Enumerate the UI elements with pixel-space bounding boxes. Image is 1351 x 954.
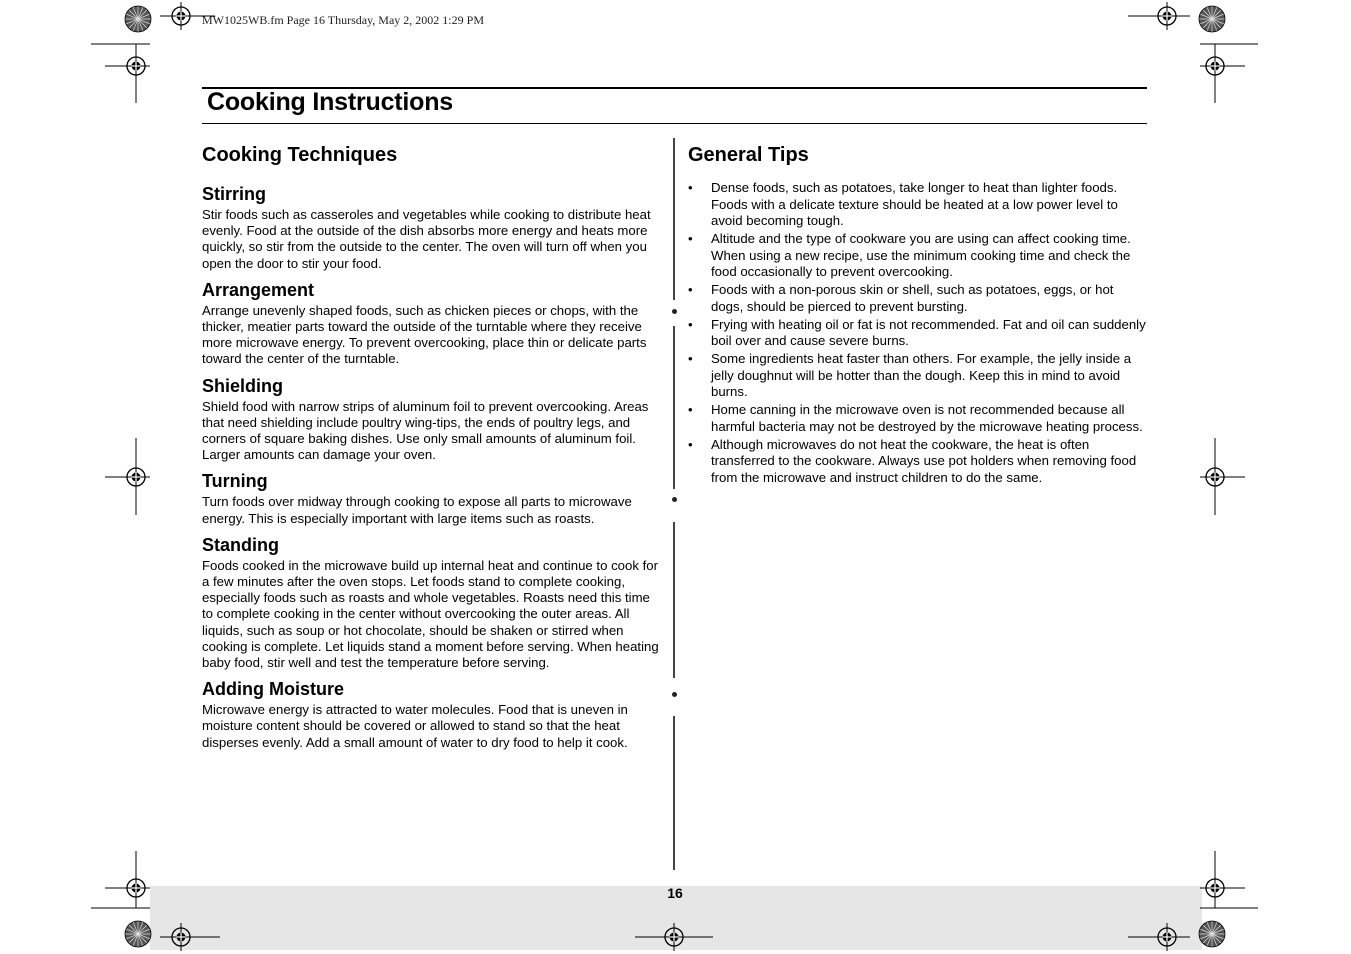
tip-text: Foods with a non-porous skin or shell, such as potatoes, eggs, or hot dogs, should be pierced to prevent bursting. bbox=[711, 282, 1114, 314]
technique-title: Arrangement bbox=[202, 279, 315, 300]
file-info-slug: MW1025WB.fm Page 16 Thursday, May 2, 2002 1:29 PM bbox=[202, 13, 484, 27]
technique-title: Adding Moisture bbox=[202, 679, 344, 700]
registration-mark-icon bbox=[1200, 438, 1245, 515]
tip-text: Frying with heating oil or fat is not recommended. Fat and oil can suddenly boil over and cause severe burns. bbox=[711, 316, 1146, 348]
registration-mark-icon bbox=[1128, 2, 1190, 30]
technique-adding-moisture bbox=[202, 677, 660, 751]
list-item bbox=[688, 317, 1148, 350]
bullet-icon: • bbox=[688, 316, 693, 332]
divider-dot bbox=[672, 309, 677, 314]
technique-body: Turn foods over midway through cooking to expose all parts to microwave energy. This is especially important with large items such as roasts. bbox=[202, 494, 632, 526]
bullet-icon: • bbox=[688, 351, 693, 366]
technique-stirring bbox=[202, 182, 660, 272]
technique-title: Standing bbox=[202, 534, 279, 555]
general-tips-column bbox=[688, 141, 1148, 488]
page-number: 16 bbox=[667, 885, 683, 901]
column-divider bbox=[673, 522, 675, 678]
bullet-icon: • bbox=[688, 231, 693, 246]
list-item bbox=[688, 180, 1148, 230]
tip-text: Home canning in the microwave oven is not recommended because all harmful bacteria may not be destroyed by the microwave heating process. bbox=[711, 402, 1143, 434]
technique-title: Stirring bbox=[202, 184, 267, 204]
tips-list bbox=[688, 180, 1148, 486]
technique-body: Shield food with narrow strips of aluminum foil to prevent overcooking. Areas that need shielding include poultry wing-tips, the ends of poultry legs, and corners of square baking dishes. Use only small amounts of aluminum foil. Larger amounts can damage your oven. bbox=[202, 398, 649, 463]
technique-arrangement bbox=[202, 278, 660, 368]
technique-shielding bbox=[202, 374, 660, 464]
technique-body: Arrange unevenly shaped foods, such as chicken pieces or chops, with the thicker, meatier parts toward the outside of the turntable where they receive more microwave energy. To prevent overcooking, place thin or delicate parts toward the center of the turntable. bbox=[202, 302, 647, 367]
registration-mark-icon bbox=[91, 851, 150, 908]
registration-mark-icon bbox=[160, 923, 220, 951]
registration-mark-icon bbox=[91, 44, 150, 103]
bullet-icon: • bbox=[688, 436, 693, 452]
technique-body: Stir foods such as casseroles and vegetables while cooking to distribute heat evenly. Food at the outside of the dish absorbs more energy and heats more quickly, so stir from the outside to the center. The oven will turn off when you open the door to stir your food. bbox=[202, 207, 651, 271]
divider-dot bbox=[672, 692, 677, 697]
bullet-icon: • bbox=[688, 282, 693, 297]
registration-mark-icon bbox=[105, 438, 150, 515]
technique-body: Microwave energy is attracted to water molecules. Food that is uneven in moisture content should be covered or allowed to stand so that the heat disperses evenly. Add a small amount of water to dry food to help it cook. bbox=[202, 702, 628, 750]
column-divider bbox=[673, 716, 675, 870]
tip-text: Dense foods, such as potatoes, take longer to heat than lighter foods. Foods with a delicate texture should be heated at a low power level to avoid becoming tough. bbox=[711, 180, 1118, 228]
registration-mark-icon bbox=[1199, 6, 1225, 32]
column-divider bbox=[673, 138, 675, 300]
technique-standing bbox=[202, 533, 660, 671]
registration-mark-icon bbox=[1199, 921, 1225, 947]
technique-turning bbox=[202, 469, 660, 526]
cooking-techniques-column bbox=[202, 141, 660, 757]
registration-mark-icon bbox=[1200, 851, 1258, 908]
registration-mark-icon bbox=[635, 923, 713, 951]
divider-dot bbox=[672, 497, 677, 502]
section-heading: General Tips bbox=[688, 144, 809, 166]
tip-text: Altitude and the type of cookware you are using can affect cooking time. When using a new recipe, use the minimum cooking time and check the food occasionally to prevent overcooking. bbox=[711, 231, 1131, 279]
bullet-icon: • bbox=[688, 180, 693, 195]
tip-text: Although microwaves do not heat the cookware, the heat is often transferred to the cookware. Always use pot holders when removing food from the microwave and instruct children to do the same. bbox=[711, 436, 1137, 485]
list-item bbox=[688, 402, 1148, 435]
list-item bbox=[688, 351, 1148, 401]
bullet-icon: • bbox=[688, 402, 693, 417]
registration-mark-icon bbox=[1200, 44, 1258, 103]
registration-mark-icon bbox=[125, 6, 151, 32]
page-title: Cooking Instructions bbox=[207, 88, 454, 116]
list-item bbox=[688, 231, 1148, 281]
section-heading: Cooking Techniques bbox=[202, 144, 398, 166]
title-rule-bottom bbox=[202, 123, 1147, 124]
tip-text: Some ingredients heat faster than others. For example, the jelly inside a jelly doughnut will be hotter than the dough. Keep this in mind to avoid burns. bbox=[711, 351, 1132, 399]
column-divider bbox=[673, 326, 675, 489]
registration-mark-icon bbox=[1128, 923, 1190, 951]
technique-body: Foods cooked in the microwave build up internal heat and continue to cook for a few minutes after the oven stops. Let foods stand to complete cooking, especially foods such as roasts and whole vegetables. Roasts need this time to complete cooking in the center without overcooking the outer areas. All liquids, such as soup or hot chocolate, should be shaken or stirred when cooking is complete. Let liquids stand a moment before serving. When heating baby food, stir well and test the temperature before serving. bbox=[202, 557, 659, 671]
registration-mark-icon bbox=[125, 921, 151, 947]
list-item bbox=[688, 282, 1148, 315]
technique-title: Turning bbox=[202, 471, 268, 492]
list-item bbox=[688, 437, 1148, 487]
technique-title: Shielding bbox=[202, 375, 283, 396]
